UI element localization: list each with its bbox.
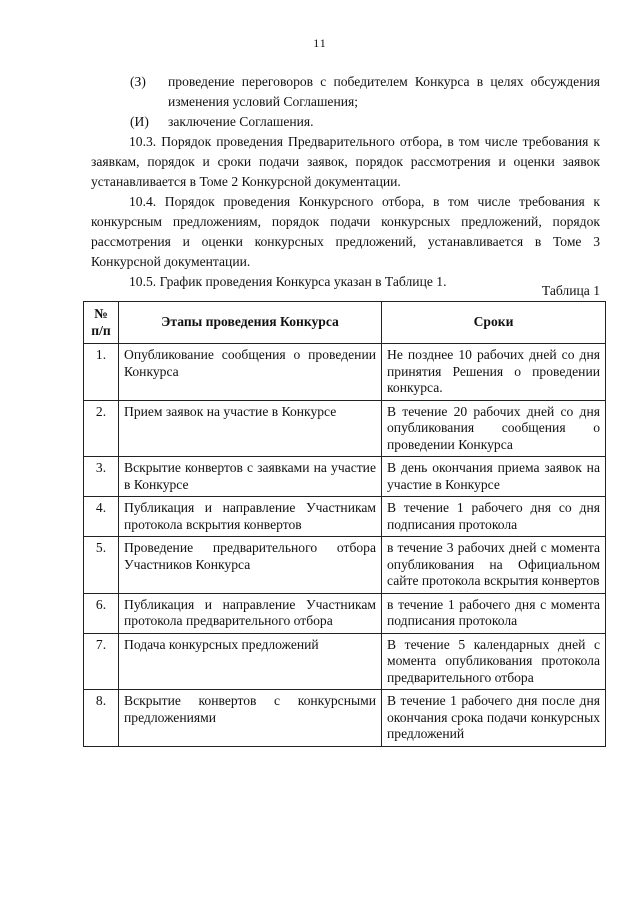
header-stage: Этапы проведения Конкурса bbox=[119, 302, 382, 344]
row-term: В день окончания приема заявок на участие в Конкурсе bbox=[382, 457, 606, 497]
row-stage: Вскрытие конвертов с конкурсными предложениями bbox=[119, 690, 382, 747]
row-num: 1. bbox=[84, 344, 119, 401]
row-term: в течение 1 рабочего дня с момента подписания протокола bbox=[382, 593, 606, 633]
body-text bbox=[91, 72, 600, 292]
table-row bbox=[84, 457, 606, 497]
list-marker: (И) bbox=[130, 114, 149, 129]
paragraph-10-4: 10.4. Порядок проведения Конкурсного отбора, в том числе требования к конкурсным предложениям, порядок подачи конкурсных предложений, порядок рассмотрения и оценки конкурсных предложений, устанавливается в Томе 3 Конкурсной документации. bbox=[91, 194, 600, 269]
row-stage: Публикация и направление Участникам протокола вскрытия конвертов bbox=[119, 497, 382, 537]
table-header-row bbox=[84, 302, 606, 344]
list-item-i bbox=[91, 112, 600, 132]
row-num: 6. bbox=[84, 593, 119, 633]
row-num: 5. bbox=[84, 537, 119, 594]
row-term: В течение 1 рабочего дня после дня окончания срока подачи конкурсных предложений bbox=[382, 690, 606, 747]
contest-schedule-table bbox=[83, 301, 606, 747]
row-term: В течение 20 рабочих дней со дня опубликования сообщения о проведении Конкурса bbox=[382, 400, 606, 457]
row-stage: Опубликование сообщения о проведении Конкурса bbox=[119, 344, 382, 401]
table-row bbox=[84, 344, 606, 401]
row-term: В течение 1 рабочего дня со дня подписания протокола bbox=[382, 497, 606, 537]
row-num: 7. bbox=[84, 633, 119, 690]
row-term: В течение 5 календарных дней с момента опубликования протокола предварительного отбора bbox=[382, 633, 606, 690]
table-row bbox=[84, 537, 606, 594]
table-row bbox=[84, 633, 606, 690]
row-term: Не позднее 10 рабочих дней со дня принятия Решения о проведении конкурса. bbox=[382, 344, 606, 401]
row-stage: Прием заявок на участие в Конкурсе bbox=[119, 400, 382, 457]
table-row bbox=[84, 497, 606, 537]
row-term: в течение 3 рабочих дней с момента опубликования на Официальном сайте протокола вскрытия конвертов bbox=[382, 537, 606, 594]
paragraph-10-3: 10.3. Порядок проведения Предварительного отбора, в том числе требования к заявкам, порядок и сроки подачи заявок, порядок рассмотрения и оценки заявок устанавливается в Томе 2 Конкурсной документации. bbox=[91, 134, 600, 189]
header-num: № п/п bbox=[84, 302, 119, 344]
list-marker: (З) bbox=[130, 74, 146, 89]
list-text: заключение Соглашения. bbox=[168, 114, 314, 129]
paragraph-10-5: 10.5. График проведения Конкурса указан в Таблице 1. bbox=[129, 274, 447, 289]
page-number: 11 bbox=[313, 36, 327, 50]
table-row bbox=[84, 400, 606, 457]
row-stage: Публикация и направление Участникам протокола предварительного отбора bbox=[119, 593, 382, 633]
list-item-z bbox=[91, 72, 600, 112]
header-term: Сроки bbox=[382, 302, 606, 344]
row-stage: Проведение предварительного отбора Участников Конкурса bbox=[119, 537, 382, 594]
row-num: 3. bbox=[84, 457, 119, 497]
table-caption: Таблица 1 bbox=[541, 283, 600, 298]
row-num: 8. bbox=[84, 690, 119, 747]
row-num: 4. bbox=[84, 497, 119, 537]
row-stage: Подача конкурсных предложений bbox=[119, 633, 382, 690]
table-row bbox=[84, 690, 606, 747]
row-num: 2. bbox=[84, 400, 119, 457]
row-stage: Вскрытие конвертов с заявками на участие в Конкурсе bbox=[119, 457, 382, 497]
table-row bbox=[84, 593, 606, 633]
list-text: проведение переговоров с победителем Конкурса в целях обсуждения изменения условий Соглашения; bbox=[168, 74, 600, 109]
